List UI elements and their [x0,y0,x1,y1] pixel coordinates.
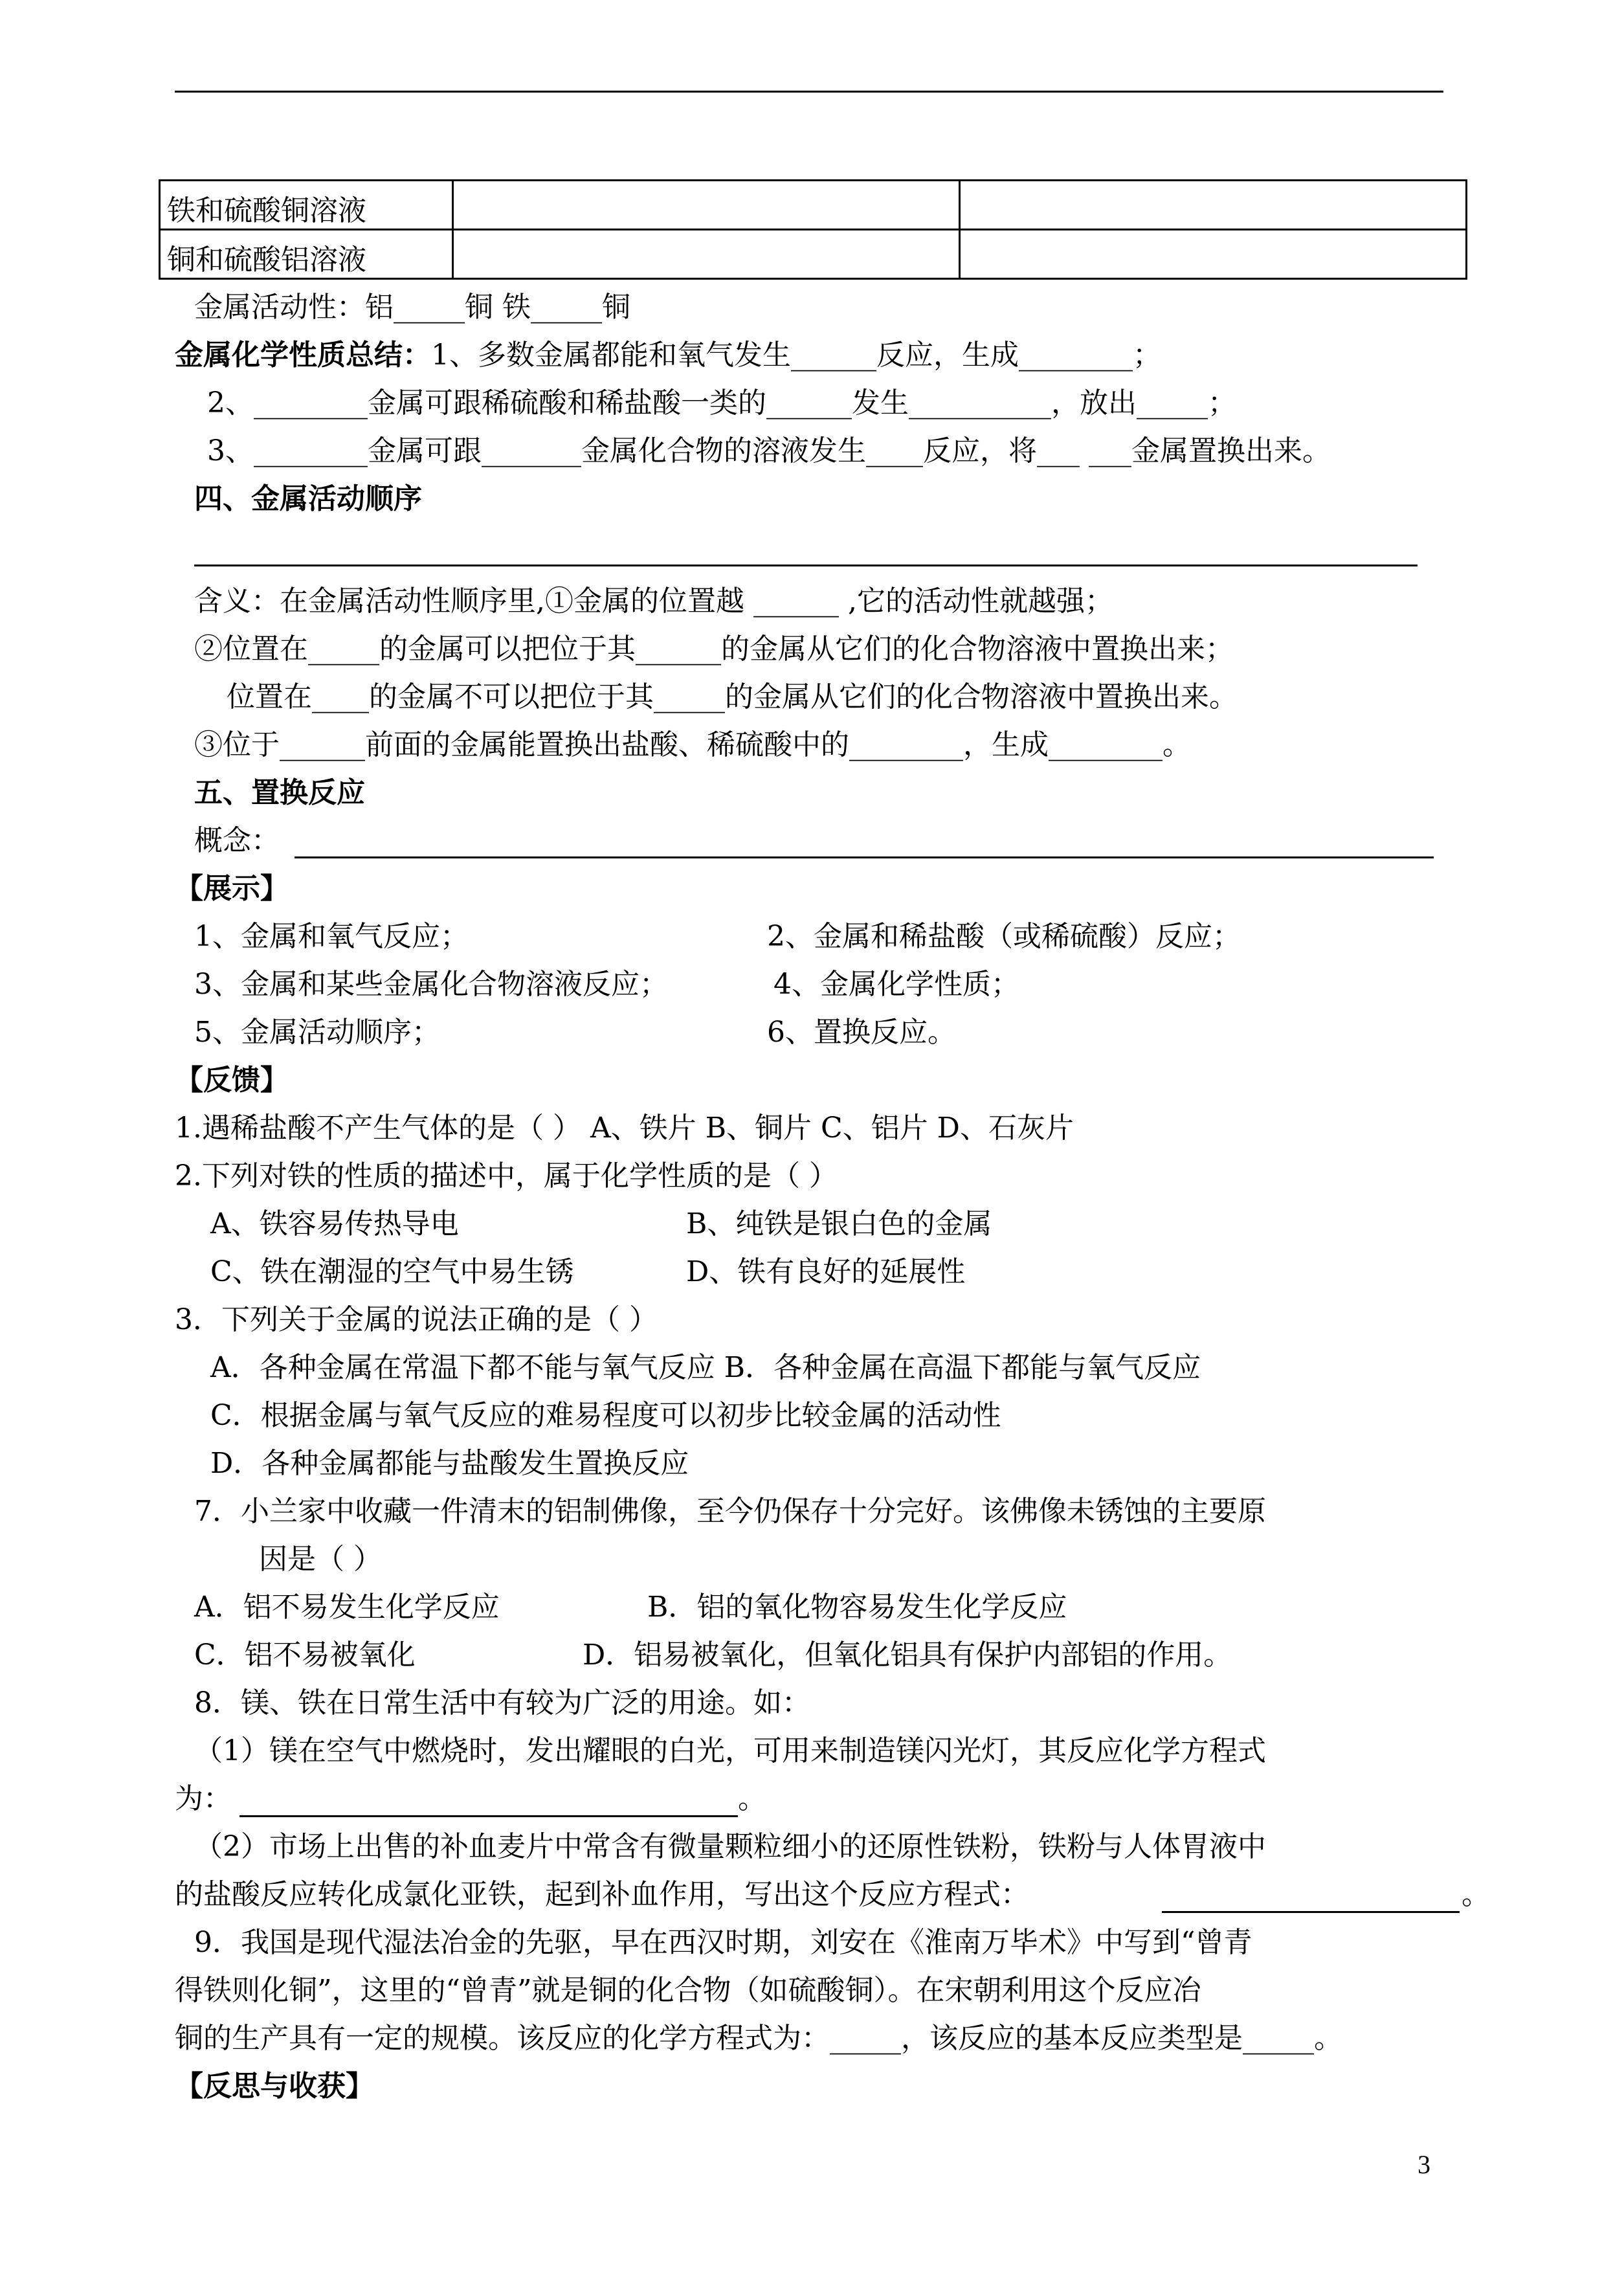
meaning-line-4: ③位于______前面的金属能置换出盐酸、稀硫酸中的________，生成________。 [194,728,1191,761]
question-2-option-d: D、铁有良好的延展性 [686,1255,966,1288]
meaning-line-2: ②位置在_____的金属可以把位于其______的金属从它们的化合物溶液中置换出来； [194,632,1234,666]
question-7-line-1: 7．小兰家中收藏一件清末的铝制佛像，至今仍保存十分完好。该佛像未锈蚀的主要原 [194,1495,1266,1528]
section-5-heading: 五、置换反应 [194,776,365,809]
question-9-line-2: 得铁则化铜”，这里的“曾青”就是铜的化合物（如硫酸铜）。在宋朝利用这个反应冶 [175,1974,1201,2007]
summary-line-1 [175,337,1161,374]
table-row [160,181,1467,230]
show-item-5: 5、金属活动顺序； [194,1016,440,1049]
answer-rule-activity-series [194,565,1418,566]
answer-rule-q8-1 [239,1815,738,1817]
table-cell-blank [960,230,1467,279]
show-item-6: 6、置换反应。 [767,1016,956,1049]
question-8-part-1-prefix: 为： [175,1782,232,1815]
question-7-option-d: D．铝易被氧化，但氧化铝具有保护内部铝的作用。 [583,1639,1232,1672]
question-3-options-ab: A．各种金属在常温下都不能与氧气反应 B．各种金属在高温下都能与氧气反应 [210,1351,1201,1384]
question-8: 8．镁、铁在日常生活中有较为广泛的用途。如： [194,1686,810,1719]
answer-rule-q8-2 [1162,1911,1460,1913]
header-rule [175,91,1443,93]
question-2-option-c: C、铁在潮湿的空气中易生锈 [210,1255,574,1288]
table-cell-blank [960,181,1467,230]
question-8-part-2-line-2: 的盐酸反应转化成氯化亚铁，起到补血作用，写出这个反应方程式： [175,1878,1029,1911]
table-cell-blank [453,181,960,230]
concept-label: 概念： [194,824,280,857]
question-8-part-1-end: 。 [738,1782,766,1815]
question-8-part-2-end: 。 [1462,1878,1490,1911]
question-2-option-b: B、纯铁是银白色的金属 [686,1207,992,1240]
activity-line: 金属活动性：铝_____铜 铁_____铜 [194,291,630,324]
show-item-2: 2、金属和稀盐酸（或稀硫酸）反应； [767,920,1241,953]
summary-item-2: 2、________金属可跟稀硫酸和稀盐酸一类的______发生__________，放出_____； [207,386,1236,419]
question-7-option-b: B．铝的氧化物容易发生化学反应 [647,1591,1067,1624]
section-4-heading: 四、金属活动顺序 [194,482,422,515]
show-item-3: 3、金属和某些金属化合物溶液反应； [194,968,668,1001]
question-3-option-c: C．根据金属与氧气反应的难易程度可以初步比较金属的活动性 [210,1399,1001,1432]
question-2: 2.下列对铁的性质的描述中，属于化学性质的是（ ） [175,1159,838,1192]
question-7-option-c: C．铝不易被氧化 [194,1639,416,1672]
question-3-option-d: D．各种金属都能与盐酸发生置换反应 [210,1447,689,1480]
table-cell-label: 铜和硫酸铝溶液 [160,230,453,279]
summary-item-3: 3、________金属可跟_______金属化合物的溶液发生____反应，将___ ___金属置换出来。 [207,434,1331,467]
question-2-option-a: A、铁容易传热导电 [210,1207,459,1240]
question-7-line-2: 因是（ ） [259,1543,382,1576]
show-item-1: 1、金属和氧气反应； [194,920,469,953]
question-9-line-3: 铜的生产具有一定的规模。该反应的化学方程式为：_____，该反应的基本反应类型是_____。 [175,2022,1342,2055]
experiment-table [159,179,1467,280]
feedback-heading: 【反馈】 [175,1064,289,1097]
question-1: 1.遇稀盐酸不产生气体的是（ ） A、铁片 B、铜片 C、铝片 D、石灰片 [175,1112,1074,1145]
reflection-heading: 【反思与收获】 [175,2070,374,2103]
table-cell-label: 铁和硫酸铜溶液 [160,181,453,230]
summary-heading: 金属化学性质总结： [175,339,431,372]
meaning-line-3: 位置在____的金属不可以把位于其_____的金属从它们的化合物溶液中置换出来。 [227,680,1238,713]
page-number: 3 [1418,2150,1430,2179]
concept-answer-rule [295,856,1434,858]
question-3: 3．下列关于金属的说法正确的是（ ） [175,1303,658,1336]
question-8-part-2-line-1: （2）市场上出售的补血麦片中常含有微量颗粒细小的还原性铁粉，铁粉与人体胃液中 [194,1830,1266,1863]
table-cell-blank [453,230,960,279]
show-heading: 【展示】 [175,872,289,905]
show-item-4: 4、金属化学性质； [773,968,1019,1001]
summary-item-1: 1、多数金属都能和氧气发生______反应，生成________； [431,339,1161,372]
question-9-line-1: 9．我国是现代湿法冶金的先驱，早在西汉时期，刘安在《淮南万毕术》中写到“曾青 [194,1926,1252,1959]
question-7-option-a: A．铝不易发生化学反应 [194,1591,500,1624]
question-8-part-1-line-1: （1）镁在空气中燃烧时，发出耀眼的白光，可用来制造镁闪光灯，其反应化学方程式 [194,1734,1266,1767]
meaning-line-1: 含义：在金属活动性顺序里,①金属的位置越 ______ ,它的活动性就越强； [194,585,1113,618]
table-row [160,230,1467,279]
